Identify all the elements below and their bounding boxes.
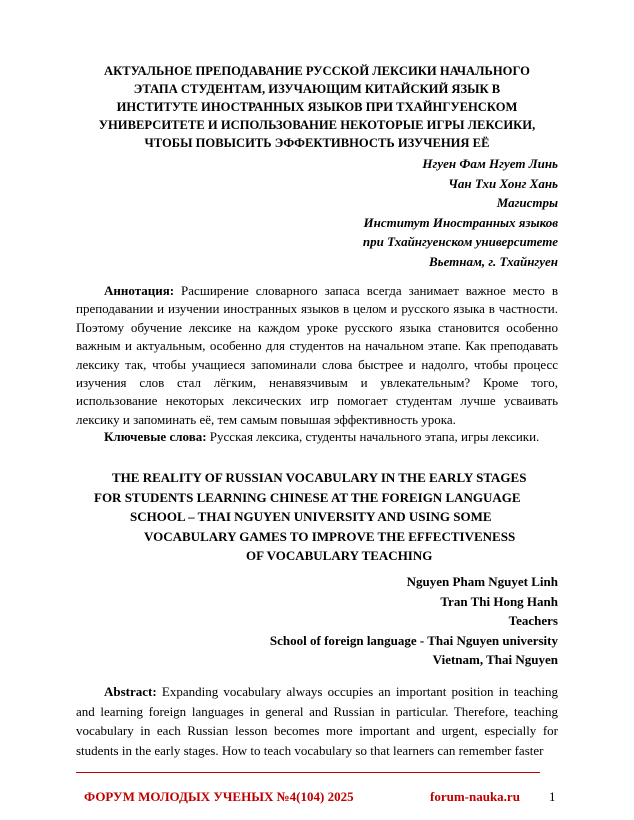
annotation-label: Аннотация: [104, 283, 175, 298]
english-title-line: FOR STUDENTS LEARNING CHINESE AT THE FOREIGN LANGUAGE [94, 489, 521, 505]
author-location: Vietnam, Thai Nguyen [432, 652, 558, 667]
journal-website-link[interactable]: forum-nauka.ru [430, 789, 520, 804]
russian-annotation [76, 282, 558, 429]
keywords-text: Русская лексика, студенты начального этапа, игры лексики. [206, 429, 540, 444]
abstract-text: Expanding vocabulary always occupies an important position in teaching and learning foreign languages in general and Russian in particular. Therefore, teaching vocabulary in each Russian lesson becomes more important and urgent, especially for students in the early stages. How to teach vocabulary so that learners can remember faster [76, 684, 558, 758]
footer-divider [76, 772, 540, 773]
russian-title [70, 62, 564, 152]
english-title-line: SCHOOL – THAI NGUYEN UNIVERSITY AND USING SOME [130, 509, 492, 524]
russian-title-line: АКТУАЛЬНОЕ ПРЕПОДАВАНИЕ РУССКОЙ ЛЕКСИКИ НАЧАЛЬНОГО [104, 64, 530, 78]
russian-title-line: ИНСТИТУТЕ ИНОСТРАННЫХ ЯЗЫКОВ ПРИ ТХАЙНГУЕНСКОМ [116, 100, 518, 114]
author-name: Чан Тхи Хонг Хань [448, 175, 558, 191]
author-affiliation: School of foreign language - Thai Nguyen university [269, 632, 558, 648]
page-number: 1 [549, 789, 556, 804]
english-title-line: THE REALITY OF RUSSIAN VOCABULARY IN THE EARLY STAGES [112, 470, 527, 485]
author-affiliation: при Тхайнгуенском университете [362, 234, 558, 249]
english-title-line: VOCABULARY GAMES TO IMPROVE THE EFFECTIVENESS [144, 528, 516, 544]
russian-title-line: УНИВЕРСИТЕТЕ И ИСПОЛЬЗОВАНИЕ НЕКОТОРЫЕ ИГРЫ ЛЕКСИКИ, [98, 118, 536, 132]
author-affiliation: Институт Иностранных языков [363, 214, 558, 230]
journal-name: ФОРУМ МОЛОДЫХ УЧЕНЫХ №4(104) 2025 [84, 789, 354, 804]
russian-title-line: ЭТАПА СТУДЕНТАМ, ИЗУЧАЮЩИМ КИТАЙСКИЙ ЯЗЫК В [133, 82, 501, 96]
author-position: Teachers [508, 613, 558, 628]
author-position: Магистры [496, 195, 558, 210]
author-name: Nguyen Pham Nguyet Linh [406, 574, 558, 589]
english-abstract [76, 682, 558, 760]
russian-title-line: ЧТОБЫ ПОВЫСИТЬ ЭФФЕКТИВНОСТЬ ИЗУЧЕНИЯ ЕЁ [144, 136, 490, 150]
russian-keywords [104, 429, 539, 445]
author-location: Вьетнам, г. Тхайнгуен [428, 253, 558, 269]
author-name: Tran Thi Hong Hanh [440, 593, 558, 609]
english-title-line: OF VOCABULARY TEACHING [246, 548, 433, 563]
english-author-block [270, 572, 558, 670]
annotation-text: Расширение словарного запаса всегда занимает важное место в преподавании и изучении иностранных языков в целом и русского языка в частности. Поэтому обучение лексике на каждом уроке русского языка становится особенно важным и актуальным, особенно для студентов на начальном этапе. Как преподавать лексику так, чтобы учащиеся запоминали слова быстрее и надолго, чтобы процесс изучения слов стал лёгким, ненавязчивым и увлекательным? Кроме того, использование некоторых лексических игр помогает студентам лучше усваивать лексику и запоминать её, тем самым повышая эффективность урока. [76, 283, 558, 427]
english-title [76, 468, 558, 566]
author-name: Нгуен Фам Нгует Линь [422, 156, 558, 171]
abstract-label: Abstract: [104, 684, 157, 699]
russian-author-block [363, 154, 558, 271]
keywords-label: Ключевые слова: [104, 429, 207, 444]
